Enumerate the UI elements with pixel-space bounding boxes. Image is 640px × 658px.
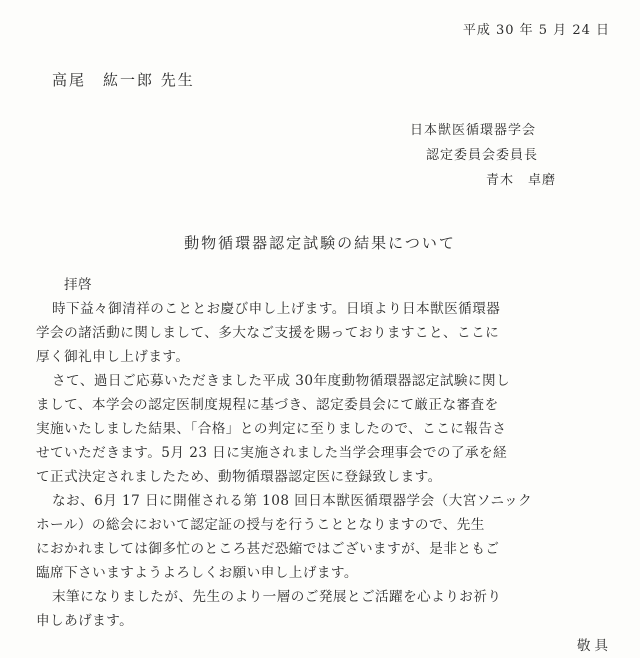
recipient-name: 高尾 紘一郎 先生 [52,71,195,89]
body-line: さて、過日ご応募いただきました平成 30年度動物循環器認定試験に関し [52,373,511,389]
closing-word: 敬具 [576,638,612,654]
body-line: におかれましては御多忙のところ甚だ恐縮ではございますが、是非ともご [36,541,500,557]
letter-title: 動物循環器認定試験の結果について [184,234,456,252]
body-line: せていただきます。5月 23 日に実施されました当学会理事会での了承を経 [36,445,508,461]
body-line: 実施いたしました結果、「合格」との判定に至りましたので、ここに報告さ [36,421,507,437]
sender-organization: 日本獣医循環器学会 [410,123,537,138]
opening-salutation: 拝啓 [64,277,93,293]
body-line: 学会の諸活動に関しまして、多大なご支援を賜っておりますこと、ここに [36,325,500,341]
body-line: 時下益々御清祥のこととお慶び申し上げます。日頃より日本獣医循環器 [52,301,501,317]
body-line: 末筆になりましたが、先生のより一層のご発展とご活躍を心よりお祈り [52,589,502,605]
body-line: て正式決定されましたため、動物循環器認定医に登録致します。 [36,469,442,485]
sender-name: 青木 卓磨 [486,173,557,188]
letter-body [36,273,626,633]
body-line: ホール）の総会において認定証の授与を行うこととなりますので、先生 [36,517,485,533]
letter-date: 平成 30 年 5 月 24 日 [462,23,610,38]
sender-committee: 認定委員会委員長 [426,148,539,163]
sender-block [410,118,610,193]
body-line: 厚く御礼申し上げます。 [36,349,190,365]
body-line: 臨席下さいますようよろしくお願い申し上げます。 [36,565,358,581]
body-line: まして、本学会の認定医制度規程に基づき、認定委員会にて厳正な審査を [36,397,499,413]
body-line: 申しあげます。 [36,613,134,629]
body-line: なお、6月 17 日に開催される第 108 回日本獣医循環器学会（大宮ソニック [52,493,533,509]
